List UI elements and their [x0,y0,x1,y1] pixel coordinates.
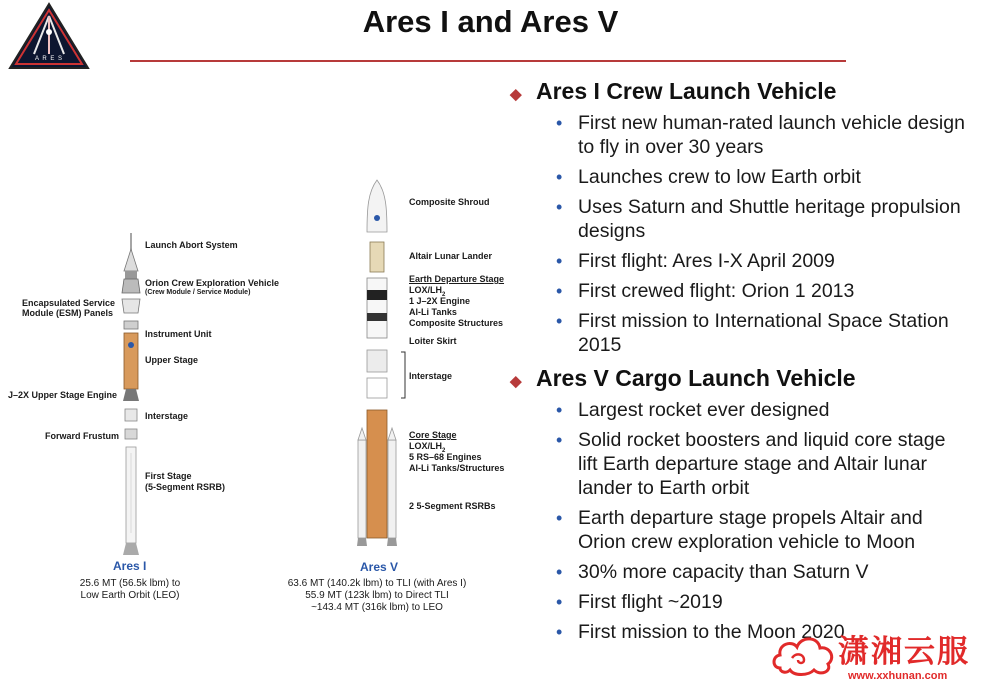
list-item: • First mission to the Moon 2020 [556,620,970,644]
list-item: • Earth departure stage propels Altair and Orion crew exploration vehicle to Moon [556,506,970,554]
label-ares1-interstage: Interstage [145,411,189,421]
list-item: • Solid rocket boosters and liquid core stage lift Earth departure stage and Altair lunar lander to Earth orbit [556,428,970,500]
list-item: • Uses Saturn and Shuttle heritage propulsion designs [556,195,970,243]
label-altair-lander: Altair Lunar Lander [409,251,493,261]
label-upper-stage: Upper Stage [145,355,199,365]
label-core-lox-sub: 2 [442,447,446,454]
ares-i-caption-line: Low Earth Orbit (LEO) [80,590,180,601]
list-item: • First flight: Ares I-X April 2009 [556,249,970,273]
list-item: • First crewed flight: Orion 1 2013 [556,279,970,303]
watermark-cloud-icon [770,628,838,678]
label-esm-line2: Module (ESM) Panels [22,308,114,318]
ares-v-caption-line: 55.9 MT (123k lbm) to Direct TLI [305,590,449,601]
diamond-bullet-icon: ◆ [510,86,522,103]
label-eds-tanks: Al-Li Tanks [409,307,457,317]
label-first-stage: First Stage [145,471,192,481]
label-loiter-skirt: Loiter Skirt [409,336,457,346]
list-item: • 30% more capacity than Saturn V [556,560,970,584]
list-item: • First flight ~2019 [556,590,970,614]
label-ares5-interstage: Interstage [409,371,453,381]
bullet-content [510,78,970,652]
label-core-lox-text: LOX/LH [409,441,442,451]
list-item: • Launches crew to low Earth orbit [556,165,970,189]
watermark-text: 潇湘云服 [838,634,970,670]
logo-text: A R E S [34,56,63,62]
list-item: • First mission to International Space Station 2015 [556,309,970,357]
ares-i-caption-line: 25.6 MT (56.5k lbm) to [79,578,181,589]
label-core-heading: Core Stage [409,430,457,440]
ares-i-name: Ares I [113,559,147,573]
section-ares-i [510,78,970,357]
label-orion-sub: (Crew Module / Service Module) [145,289,251,296]
list-item: • Largest rocket ever designed [556,398,970,422]
slide-title: Ares I and Ares V [362,4,619,39]
ares-v-rocket [352,178,402,548]
ares-v-name: Ares V [360,560,399,574]
ares-v-caption [272,578,482,614]
label-orion-cev: Orion Crew Exploration Vehicle [145,278,280,288]
label-composite-shroud: Composite Shroud [409,197,490,207]
ares-v-caption-line: ~143.4 MT (316k lbm) to LEO [311,602,443,613]
section-heading [510,78,970,108]
interstage-bracket [399,350,409,400]
label-j2x-engine: J–2X Upper Stage Engine [8,390,118,400]
label-eds-engine: 1 J–2X Engine [409,296,471,306]
label-rsrbs: 2 5-Segment RSRBs [409,501,496,511]
label-instrument-unit: Instrument Unit [145,329,212,339]
label-eds-structures: Composite Structures [409,318,504,328]
label-launch-abort-system: Launch Abort System [145,240,238,250]
section-items [556,111,970,357]
section-heading-text: Ares V Cargo Launch Vehicle [536,365,856,391]
label-forward-frustum: Forward Frustum [45,431,120,441]
watermark-url: www.xxhunan.com [848,670,948,682]
label-core-engines: 5 RS–68 Engines [409,452,482,462]
ares-v-caption-line: 63.6 MT (140.2k lbm) to TLI (with Ares I) [287,578,467,589]
section-ares-v [510,365,970,644]
section-items [556,398,970,644]
label-eds-lox-text: LOX/LH [409,285,442,295]
title-divider [130,60,846,62]
list-item: • First new human-rated launch vehicle design to fly in over 30 years [556,111,970,159]
section-heading [510,365,970,395]
section-heading-text: Ares I Crew Launch Vehicle [536,78,837,104]
ares-i-rocket [116,233,146,558]
ares-i-caption [60,578,200,602]
label-first-stage-sub: (5-Segment RSRB) [145,482,226,492]
label-esm-line1: Encapsulated Service [22,298,116,308]
diamond-bullet-icon: ◆ [510,373,522,390]
label-core-tanks: Al-Li Tanks/Structures [409,463,505,473]
label-eds-heading: Earth Departure Stage [409,274,505,284]
label-eds-lox-sub: 2 [442,291,446,298]
